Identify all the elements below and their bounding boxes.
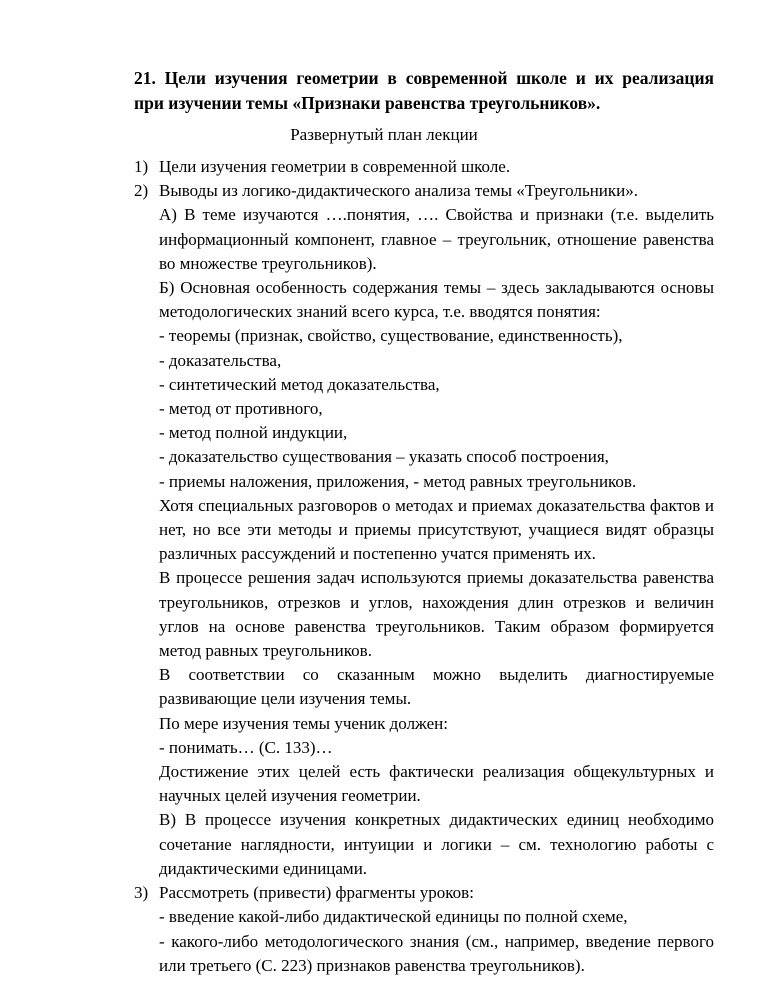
title-line-1: 21. Цели изучения геометрии в современной школе и их реализация	[134, 68, 714, 88]
bullet-line: - доказательства,	[159, 350, 282, 370]
bullet-line: - метод от противного,	[159, 399, 323, 419]
paragraph-methods: Хотя специальных разговоров о методах и приемах доказательства фактов и нет, но все эти методы и приемы присутствуют, учащиеся видят образцы различных рассуждений и постепенно учатся применять их.	[159, 495, 714, 564]
bullet-line: - метод полной индукции,	[159, 423, 348, 443]
bullet-line: - теоремы (признак, свойство, существование, единственность),	[159, 326, 623, 346]
list-item-text: Рассмотреть (привести) фрагменты уроков:	[159, 883, 474, 903]
paragraph-achievement: Достижение этих целей есть фактически реализация общекультурных и научных целей изучения геометрии.	[159, 762, 714, 806]
list-number: 3)	[134, 883, 149, 903]
bullet-line: - синтетический метод доказательства,	[159, 374, 440, 394]
list-item-1	[134, 155, 714, 179]
bullet-line: - доказательство существования – указать способ построения,	[159, 447, 609, 467]
document-body	[134, 155, 714, 978]
bullet-line: - приемы наложения, приложения, - метод равных треугольников.	[159, 471, 637, 491]
paragraph-a: А) В теме изучаются ….понятия, …. Свойства и признаки (т.е. выделить информационный компонент, главное – треугольник, отношение равенства во множестве треугольников).	[159, 205, 714, 273]
paragraph-tasks: В процессе решения задач используются приемы доказательства равенства треугольников, отрезков и углов, нахождения длин отрезков и величин углов на основе равенства треугольников. Таким образом формируется метод равных треугольников.	[159, 568, 714, 661]
paragraph-understand: - понимать… (С. 133)…	[159, 737, 333, 757]
document-title	[134, 66, 714, 116]
paragraph-student: По мере изучения темы ученик должен:	[159, 713, 448, 733]
paragraph-goals: В соответствии со сказанным можно выделить диагностируемые развивающие цели изучения темы.	[159, 665, 714, 709]
lecture-plan-subtitle: Развернутый план лекции	[290, 125, 478, 144]
list-number: 2)	[134, 181, 149, 201]
bullet-line: - какого-либо методологического знания (см., например, введение первого или третьего (С. 223) признаков равенства треугольников).	[159, 931, 714, 975]
title-line-2: при изучении темы «Признаки равенства треугольников».	[134, 93, 601, 113]
list-item-text: Выводы из логико-дидактического анализа темы «Треугольники».	[159, 181, 638, 201]
list-item-2	[134, 179, 714, 881]
list-item-text: Цели изучения геометрии в современной школе.	[159, 157, 511, 176]
list-item-3	[134, 881, 714, 978]
list-number: 1)	[134, 157, 149, 176]
paragraph-c: В) В процессе изучения конкретных дидактических единиц необходимо сочетание наглядности, интуиции и логики – см. технологию работы с дидактическими единицами.	[159, 810, 714, 878]
bullet-line: - введение какой-либо дидактической единицы по полной схеме,	[159, 907, 628, 927]
paragraph-b: Б) Основная особенность содержания темы – здесь закладываются основы методологических знаний всего курса, т.е. вводятся понятия:	[159, 278, 714, 322]
